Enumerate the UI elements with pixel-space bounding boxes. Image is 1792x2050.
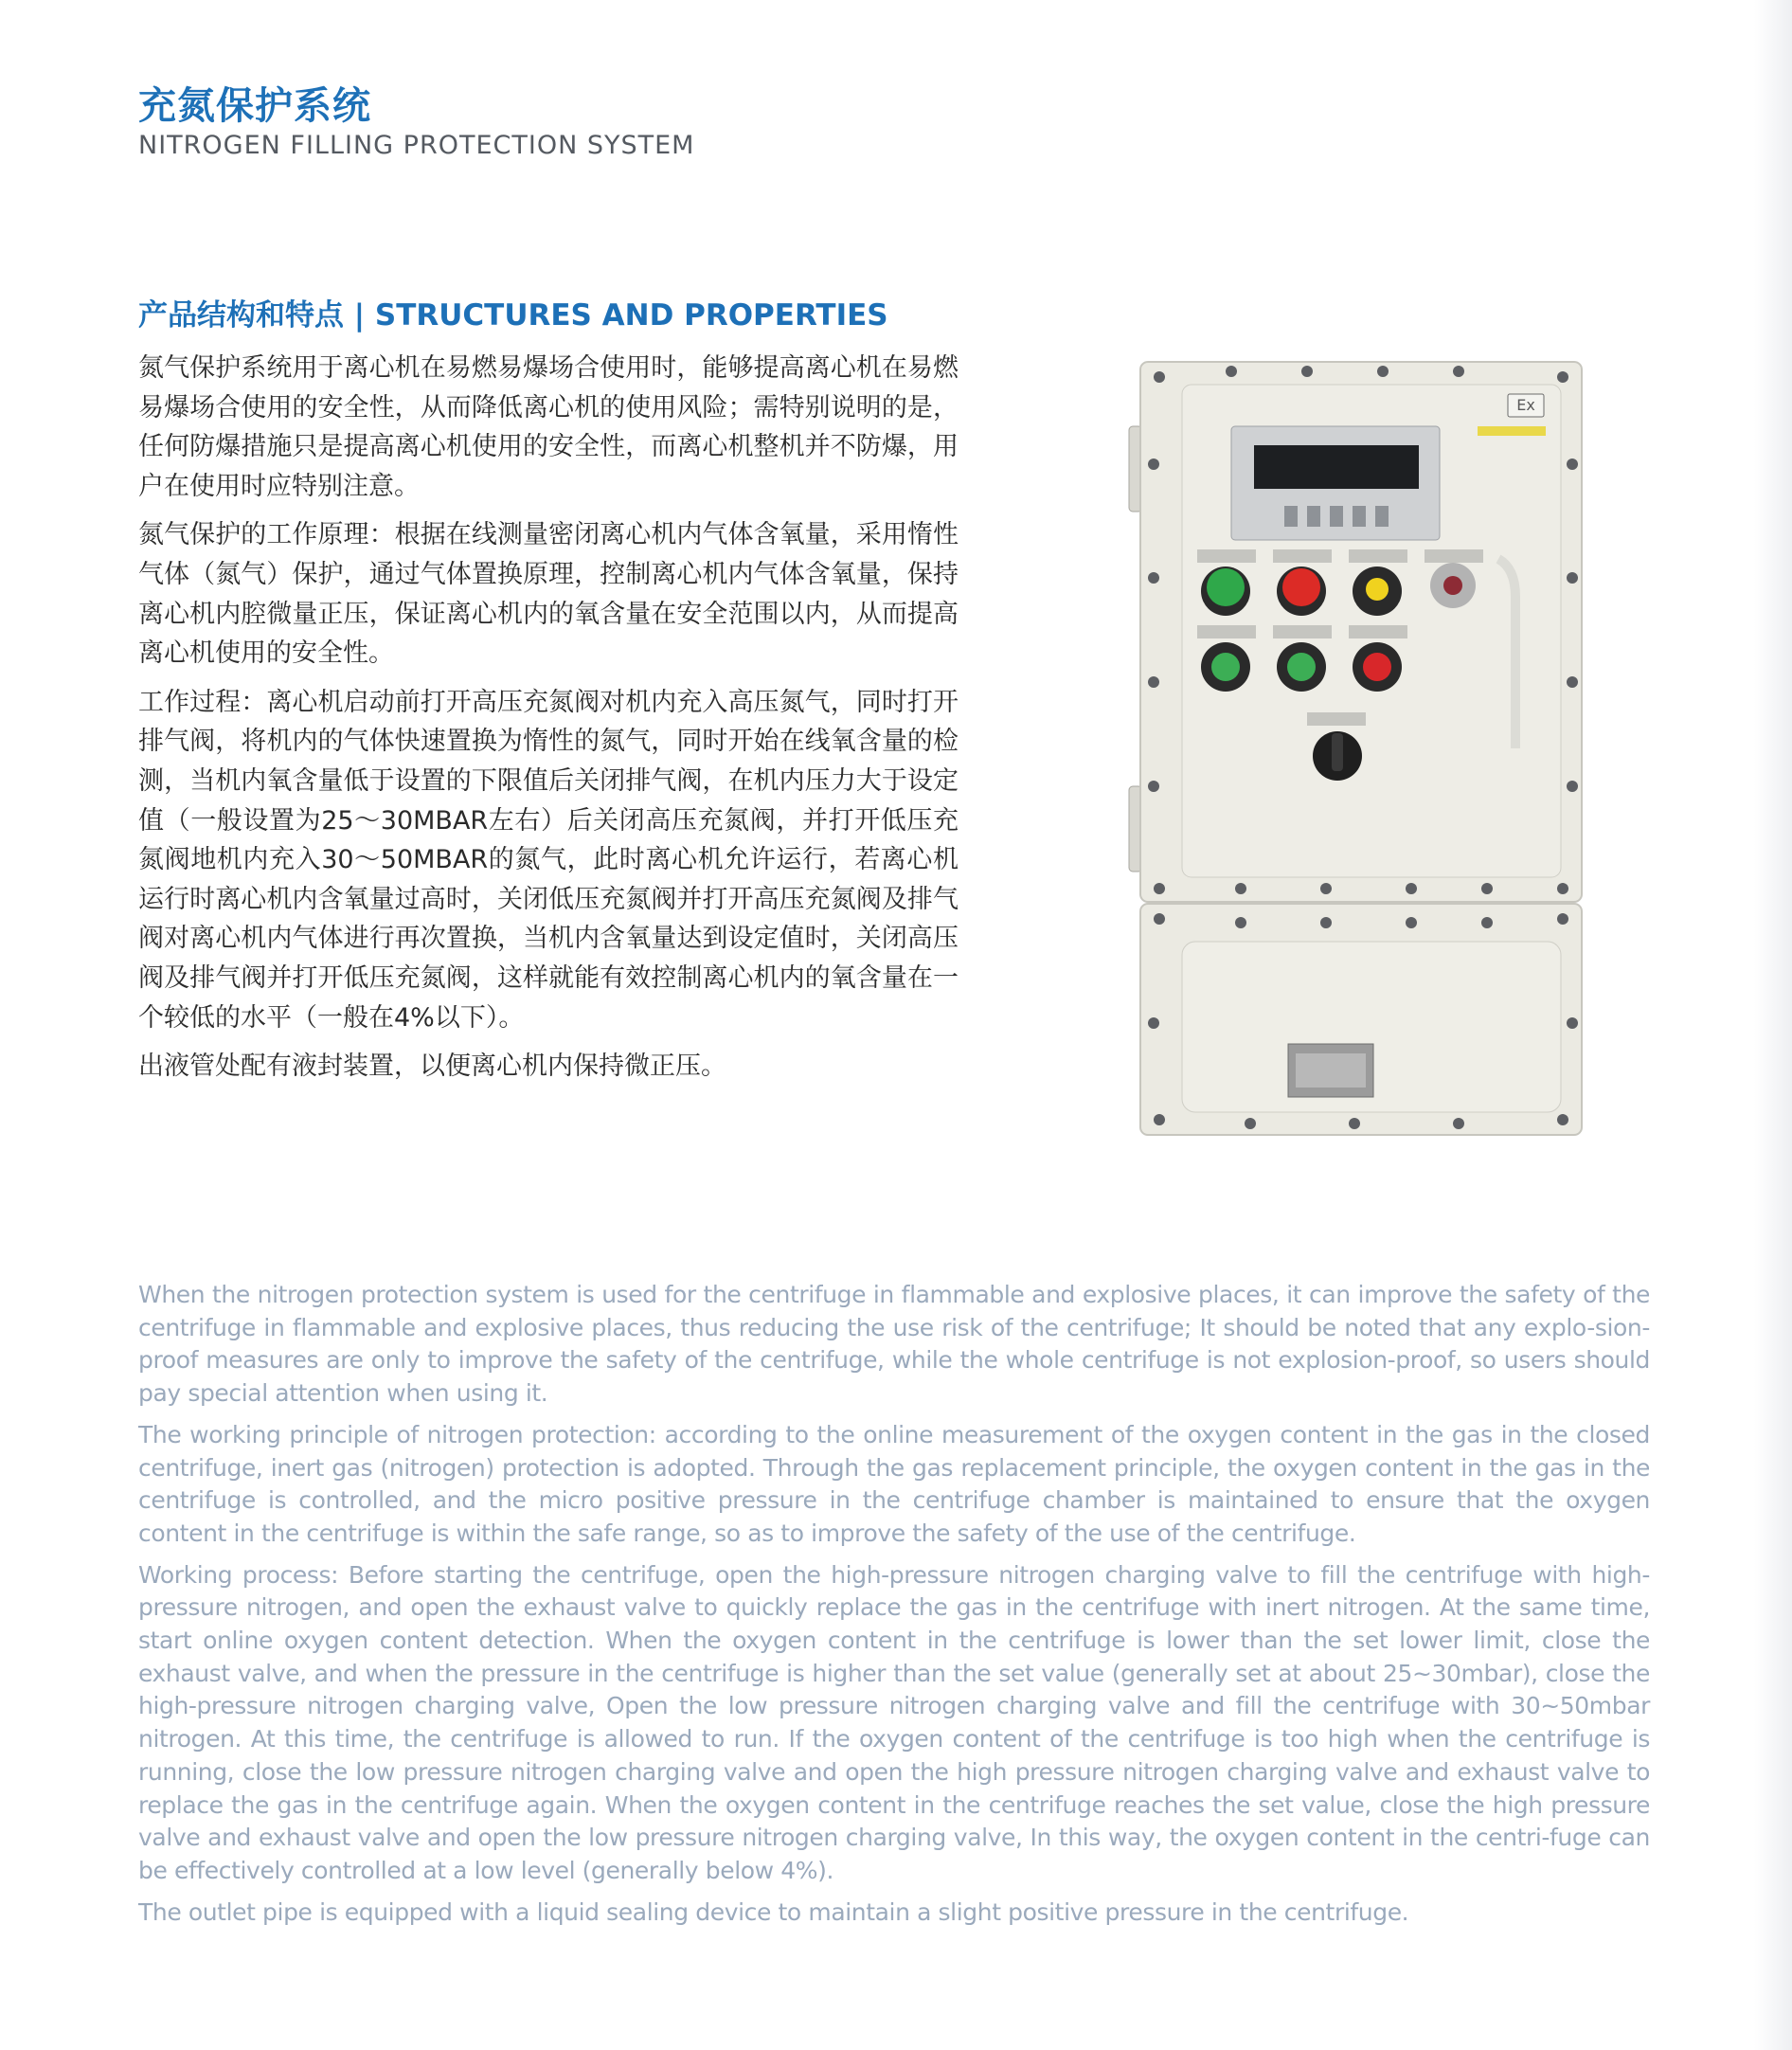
zh-paragraph: 出液管处配有液封装置，以便离心机内保持微正压。 bbox=[138, 1052, 726, 1082]
english-description bbox=[138, 1279, 1650, 1937]
page-title: 充氮保护系统 bbox=[138, 84, 371, 128]
page-edge-shadow bbox=[1754, 0, 1792, 2050]
zh-paragraph: 氮气保护的工作原理：根据在线测量密闭离心机内气体含氧量，采用惰性气体（氮气）保护，通过气体置换原理，控制离心机内气体含氧量，保持离心机内腔微量正压，保证离心机内的氧含量在安全范围以内，从而提高离心机使用的安全性。 bbox=[138, 520, 959, 669]
zh-paragraph: 工作过程：离心机启动前打开高压充氮阀对机内充入高压氮气，同时打开排气阀，将机内的气体快速置换为惰性的氮气，同时开始在线氧含量的检测，当机内氧含量低于设置的下限值后关闭排气阀，在机内压力大于设定值（一般设置为25～30MBAR左右）后关闭高压充氮阀，并打开低压充氮阀地机内充入30～50MBAR的氮气，此时离心机允许运行，若离心机运行时离心机内含氧量过高时，关闭低压充氮阀并打开高压充氮阀及排气阀对离心机内气体进行再次置换，当机内含氧量达到设定值时，关闭高压阀及排气阀并打开低压充氮阀，这样就能有效控制离心机内的氧含量在一个较低的水平（一般在4%以下）。 bbox=[138, 687, 959, 1033]
page-subtitle: NITROGEN FILLING PROTECTION SYSTEM bbox=[138, 131, 695, 160]
en-paragraph: When the nitrogen protection system is used for the centrifuge in flammable and explosive places, it can improve the safety of the centrifuge in flammable and explosive places, thus reducing the use risk of the centrifuge; It should be noted that any explo-sion-proof measures are only to improve the safety of the centrifuge, while the whole centrifuge is not explosion-proof, so users should pay special attention when using it. bbox=[138, 1281, 1650, 1408]
control-cabinet-photo bbox=[1108, 351, 1601, 1146]
page-header bbox=[138, 83, 694, 160]
ex-mark: Ex bbox=[1516, 396, 1535, 414]
en-paragraph: The working principle of nitrogen protection: according to the online measurement of the oxygen content in the gas in the closed centrifuge, inert gas (nitrogen) protection is adopted. Through the gas replacement principle, the oxygen content in the gas in the centrifuge is controlled, and the micro positive pressure in the centrifuge chamber is maintained to ensure that the oxygen content in the centrifuge is within the safe range, so as to improve the safety of the use of the centrifuge. bbox=[138, 1420, 1650, 1547]
zh-paragraph: 氮气保护系统用于离心机在易燃易爆场合使用时，能够提高离心机在易燃易爆场合使用的安全性，从而降低离心机的使用风险；需特别说明的是，任何防爆措施只是提高离心机使用的安全性，而离心机整机并不防爆，用户在使用时应特别注意。 bbox=[138, 353, 959, 501]
section-heading: 产品结构和特点 | STRUCTURES AND PROPERTIES bbox=[138, 298, 888, 333]
en-paragraph: Working process: Before starting the centrifuge, open the high-pressure nitrogen charging valve to fill the centrifuge with high-pressure nitrogen, and open the exhaust valve to quickly replace the gas in the centrifuge with inert nitrogen. At the same time, start online oxygen content detection. When the oxygen content in the centrifuge is lower than the set lower limit, close the exhaust valve, and when the pressure in the centrifuge is higher than the set value (generally set at about 25~30mbar), close the high-pressure nitrogen charging valve, Open the low pressure nitrogen charging valve and fill the centrifuge with 30~50mbar nitrogen. At this time, the centrifuge is allowed to run. If the oxygen content of the centrifuge is too high when the centrifuge is running, close the low pressure nitrogen charging valve and open the high pressure nitrogen charging valve and exhaust valve to replace the gas in the centrifuge again. When the oxygen content in the centrifuge reaches the set value, close the high pressure valve and exhaust valve and open the low pressure nitrogen charging valve, In this way, the oxygen content in the centri-fuge can be effectively controlled at a low level (generally below 4%). bbox=[138, 1560, 1650, 1884]
chinese-description bbox=[138, 349, 959, 1096]
en-paragraph: The outlet pipe is equipped with a liquid sealing device to maintain a slight positive pressure in the centrifuge. bbox=[138, 1897, 1409, 1926]
